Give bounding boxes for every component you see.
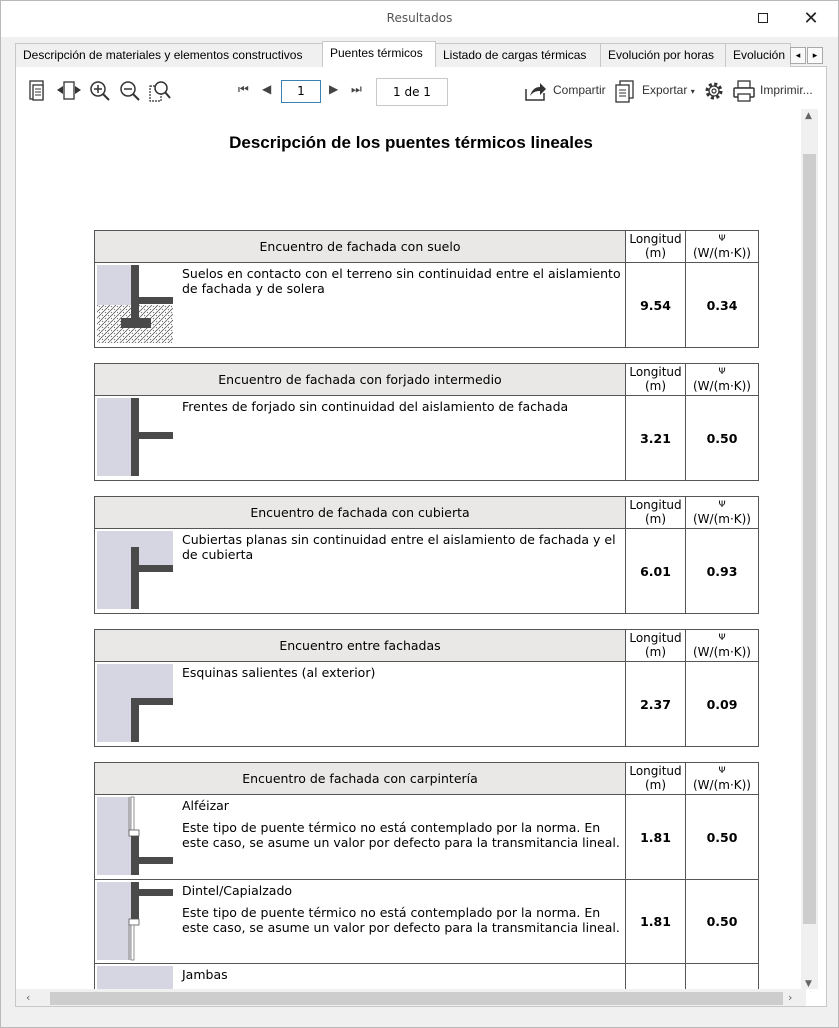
zoom-in-button[interactable] bbox=[88, 79, 112, 103]
esquina-icon bbox=[95, 662, 179, 746]
length-column-header: Longitud (m) bbox=[626, 630, 686, 661]
row-text: Este tipo de puente térmico no está contemplado por la norma. En este caso, se asume un valor por defecto para la transmitancia lineal. bbox=[182, 820, 620, 850]
psi-column-header: Ψ (W/(m·K)) bbox=[692, 234, 751, 260]
row-length: 1.81 bbox=[626, 795, 686, 879]
row-length: 6.01 bbox=[626, 529, 686, 613]
psi-column-header: Ψ (W/(m·K)) bbox=[692, 500, 751, 526]
dintel-icon bbox=[95, 880, 179, 963]
scroll-right-icon[interactable]: › bbox=[788, 991, 793, 1004]
close-icon: ✕ bbox=[803, 7, 819, 29]
row-description bbox=[179, 880, 626, 963]
settings-button[interactable] bbox=[702, 79, 726, 103]
maximize-icon bbox=[758, 13, 768, 23]
report-viewer bbox=[15, 109, 827, 1007]
tab-evolucion-horas[interactable]: Evolución por horas bbox=[600, 43, 726, 67]
row-psi: 0.50 bbox=[706, 829, 738, 845]
scroll-down-icon[interactable]: ▼ bbox=[805, 979, 812, 989]
export-button[interactable] bbox=[614, 79, 638, 103]
row-length: 9.54 bbox=[626, 263, 686, 347]
table-title: Encuentro entre fachadas bbox=[95, 630, 626, 661]
suelo-icon bbox=[95, 263, 179, 347]
tab-puentes-termicos[interactable]: Puentes térmicos bbox=[322, 41, 436, 68]
prev-page-button[interactable] bbox=[262, 82, 271, 96]
length-column-header: Longitud (m) bbox=[626, 231, 686, 262]
zoom-page-button[interactable] bbox=[148, 79, 172, 103]
scroll-left-icon[interactable]: ‹ bbox=[26, 991, 31, 1004]
table-row bbox=[95, 879, 758, 963]
viewer-toolbar bbox=[15, 67, 827, 109]
first-page-button[interactable] bbox=[238, 82, 249, 97]
export-icon bbox=[614, 79, 638, 103]
row-psi: 0.34 bbox=[706, 297, 738, 313]
zoom-out-button[interactable] bbox=[118, 79, 142, 103]
length-column-header: Longitud (m) bbox=[626, 364, 686, 395]
next-page-button[interactable] bbox=[329, 82, 338, 96]
vertical-scrollbar[interactable] bbox=[801, 109, 818, 989]
bridge-table-carpinteria bbox=[94, 762, 759, 1007]
row-description: Frentes de forjado sin continuidad del aislamiento de fachada bbox=[179, 396, 626, 480]
table-row bbox=[95, 263, 758, 347]
psi-column-header: Ψ (W/(m·K)) bbox=[692, 367, 751, 393]
fit-width-button[interactable] bbox=[56, 79, 80, 103]
table-header bbox=[95, 630, 758, 662]
window-title: Resultados bbox=[386, 11, 453, 25]
gear-icon bbox=[702, 79, 726, 103]
printer-icon bbox=[732, 79, 756, 103]
row-description: Suelos en contacto con el terreno sin continuidad entre el aislamiento de fachada y de solera bbox=[179, 263, 626, 347]
print-label[interactable]: Imprimir... bbox=[760, 83, 813, 97]
table-row bbox=[95, 795, 758, 879]
share-label[interactable]: Compartir bbox=[553, 83, 606, 97]
row-length: 3.21 bbox=[626, 396, 686, 480]
scroll-up-icon[interactable]: ▲ bbox=[805, 111, 812, 121]
zoom-page-icon bbox=[148, 79, 172, 103]
share-icon bbox=[524, 79, 548, 103]
row-description bbox=[179, 795, 626, 879]
row-subtitle: Alféizar bbox=[182, 798, 229, 813]
length-column-header: Longitud (m) bbox=[626, 497, 686, 528]
row-psi: 0.93 bbox=[706, 563, 738, 579]
export-label[interactable]: Exportar ▾ bbox=[642, 83, 695, 97]
table-title: Encuentro de fachada con cubierta bbox=[95, 497, 626, 528]
bridge-table-esquinas bbox=[94, 629, 759, 747]
forjado-icon bbox=[95, 396, 179, 480]
table-header bbox=[95, 231, 758, 263]
title-bar bbox=[1, 1, 838, 37]
dropdown-arrow-icon: ▾ bbox=[690, 87, 695, 96]
length-column-header: Longitud (m) bbox=[626, 763, 686, 794]
chevron-left-icon: ◂ bbox=[795, 50, 801, 61]
row-subtitle: Jambas bbox=[182, 967, 228, 982]
bridge-table-suelo bbox=[94, 230, 759, 348]
tab-scroll-right-button[interactable] bbox=[807, 47, 823, 64]
page-number-input[interactable]: 1 bbox=[281, 80, 321, 103]
first-page-icon: ⏮ bbox=[238, 82, 249, 96]
page-count: 1 de 1 bbox=[376, 78, 448, 106]
psi-column-header: Ψ (W/(m·K)) bbox=[692, 633, 751, 659]
psi-column-header: Ψ (W/(m·K)) bbox=[692, 766, 751, 792]
table-row bbox=[95, 396, 758, 480]
table-header bbox=[95, 497, 758, 529]
bridge-table-cubierta bbox=[94, 496, 759, 614]
row-description: Esquinas salientes (al exterior) bbox=[179, 662, 626, 746]
horizontal-scrollbar[interactable] bbox=[16, 989, 806, 1007]
tab-materiales[interactable]: Descripción de materiales y elementos constructivos bbox=[15, 43, 323, 67]
bridge-table-forjado bbox=[94, 363, 759, 481]
row-psi: 0.50 bbox=[706, 430, 738, 446]
page-view-button[interactable] bbox=[26, 79, 50, 103]
table-row bbox=[95, 662, 758, 746]
next-page-icon: ▶ bbox=[329, 82, 339, 96]
table-row bbox=[95, 529, 758, 613]
maximize-button[interactable] bbox=[741, 5, 785, 31]
row-subtitle: Dintel/Capialzado bbox=[182, 883, 293, 898]
print-button[interactable] bbox=[732, 79, 756, 103]
table-title: Encuentro de fachada con carpintería bbox=[95, 763, 626, 794]
alfeizar-icon bbox=[95, 795, 179, 879]
cubierta-icon bbox=[95, 529, 179, 613]
row-psi: 0.09 bbox=[706, 696, 738, 712]
row-psi: 0.50 bbox=[706, 914, 738, 929]
row-length: 1.81 bbox=[626, 880, 686, 963]
chevron-right-icon: ▸ bbox=[812, 50, 818, 61]
last-page-button[interactable] bbox=[351, 82, 362, 97]
tab-cargas-termicas[interactable]: Listado de cargas térmicas bbox=[435, 43, 601, 67]
vertical-scroll-thumb[interactable] bbox=[803, 154, 816, 924]
zoom-in-icon bbox=[88, 79, 112, 103]
table-header bbox=[95, 364, 758, 396]
document-title: Descripción de los puentes térmicos lineales bbox=[229, 133, 593, 152]
tab-scroll-left-button[interactable] bbox=[790, 47, 806, 64]
prev-page-icon: ◀ bbox=[262, 82, 272, 96]
tab-evolucion[interactable]: Evolución bbox=[725, 43, 791, 67]
last-page-icon: ⏭ bbox=[351, 82, 362, 96]
row-text: Este tipo de puente térmico no está contemplado por la norma. En este caso, se asume un valor por defecto para la transmitancia lineal. bbox=[182, 905, 620, 935]
zoom-out-icon bbox=[118, 79, 142, 103]
table-title: Encuentro de fachada con forjado intermedio bbox=[95, 364, 626, 395]
table-header bbox=[95, 763, 758, 795]
close-button[interactable] bbox=[789, 5, 833, 31]
table-title: Encuentro de fachada con suelo bbox=[95, 231, 626, 262]
horizontal-scroll-thumb[interactable] bbox=[50, 992, 783, 1005]
tab-bar bbox=[15, 43, 827, 67]
row-description: Cubiertas planas sin continuidad entre el aislamiento de fachada y el de cubierta bbox=[179, 529, 626, 613]
row-length: 2.37 bbox=[626, 662, 686, 746]
fit-width-icon bbox=[56, 79, 82, 103]
page-view-icon bbox=[26, 79, 50, 103]
share-button[interactable] bbox=[524, 79, 548, 103]
